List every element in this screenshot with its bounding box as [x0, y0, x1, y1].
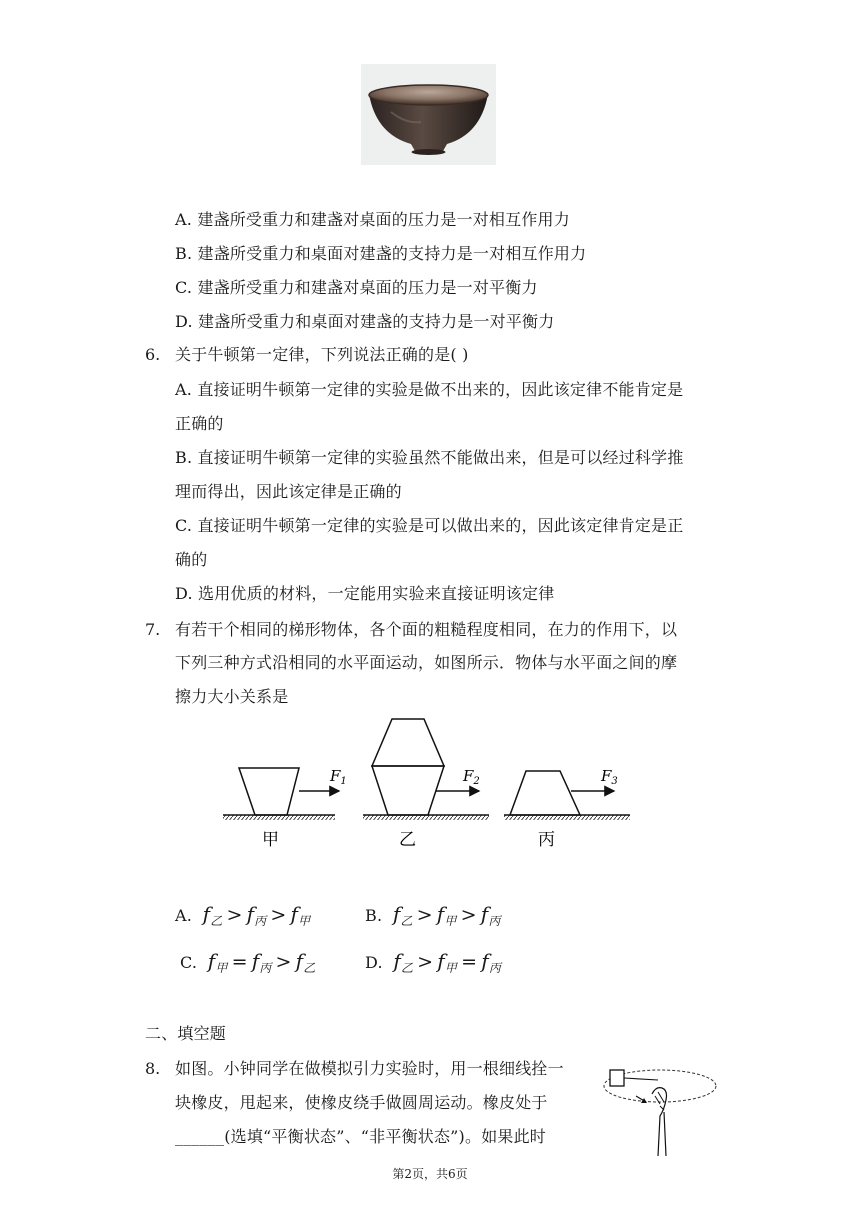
q7-line1: 有若干个相同的梯形物体，各个面的粗糙程度相同，在力的作用下，以: [175, 620, 678, 639]
section-heading-fill-in: 二、填空题: [145, 1024, 227, 1043]
q7-option-c: C. $f_甲 = f_丙 > f_乙$: [180, 949, 316, 975]
figure-label-bing: 丙: [538, 830, 555, 850]
trapezoid-yi-top: [372, 719, 444, 766]
q7-option-b: B. $f_乙 > f_甲 > f_丙$: [365, 902, 501, 928]
figure-label-jia: 甲: [262, 830, 279, 850]
figure-label-yi: 乙: [399, 830, 416, 850]
q8-line1: 如图。小钟同学在做模拟引力实验时，用一根细线拴一: [175, 1059, 564, 1078]
q6-stem: 关于牛顿第一定律，下列说法正确的是( ): [175, 345, 469, 364]
eraser-block: [610, 1070, 624, 1086]
q8-number: 8.: [145, 1059, 161, 1078]
hand-shape: [652, 1088, 667, 1156]
trapezoid-jia: [239, 768, 299, 815]
q8-line3: ______(选填“平衡状态”、“非平衡状态”)。如果此时: [175, 1127, 547, 1146]
q7-line3: 擦力大小关系是: [175, 687, 289, 706]
trapezoid-yi-bottom: [372, 766, 444, 815]
page-footer: 第2页，共6页: [392, 1167, 468, 1181]
q6-number: 6.: [145, 345, 161, 364]
q8-circular-motion-figure: [600, 1058, 720, 1158]
force-label-f3: $F_3$: [601, 767, 618, 787]
q6-option-a-line1: A. 直接证明牛顿第一定律的实验是做不出来的，因此该定律不能肯定是: [175, 380, 684, 399]
q7-option-d: D. $f_乙 > f_甲 = f_丙$: [365, 949, 502, 975]
q7-option-a: A. $f_乙 > f_丙 > f_甲$: [175, 902, 311, 928]
q7-line2: 下列三种方式沿相同的水平面运动，如图所示．物体与水平面之间的摩: [175, 653, 678, 672]
force-label-f1: $F_1$: [330, 767, 347, 787]
trapezoid-bing: [510, 771, 580, 815]
q6-option-b-line2: 理而得出，因此该定律是正确的: [175, 482, 402, 501]
q6-option-d: D. 选用优质的材料，一定能用实验来直接证明该定律: [175, 584, 555, 603]
q6-option-c-line1: C. 直接证明牛顿第一定律的实验是可以做出来的，因此该定律肯定是正: [175, 516, 684, 535]
q5-option-c: C. 建盏所受重力和建盏对桌面的压力是一对平衡力: [175, 278, 538, 297]
q8-line2: 块橡皮，甩起来，使橡皮绕手做圆周运动。橡皮处于: [175, 1093, 548, 1112]
q6-option-c-line2: 确的: [175, 550, 208, 569]
q5-option-a: A. 建盏所受重力和建盏对桌面的压力是一对相互作用力: [175, 210, 570, 229]
q7-number: 7.: [145, 620, 161, 639]
q5-option-d: D. 建盏所受重力和桌面对建盏的支持力是一对平衡力: [175, 312, 555, 331]
bowl-photo: [361, 64, 496, 165]
q5-option-b: B. 建盏所受重力和桌面对建盏的支持力是一对相互作用力: [175, 244, 587, 263]
q7-trapezoid-figure: [220, 712, 640, 852]
force-label-f2: $F_2$: [463, 767, 480, 787]
q6-option-b-line1: B. 直接证明牛顿第一定律的实验虽然不能做出来，但是可以经过科学推: [175, 448, 684, 467]
q6-option-a-line2: 正确的: [175, 414, 224, 433]
